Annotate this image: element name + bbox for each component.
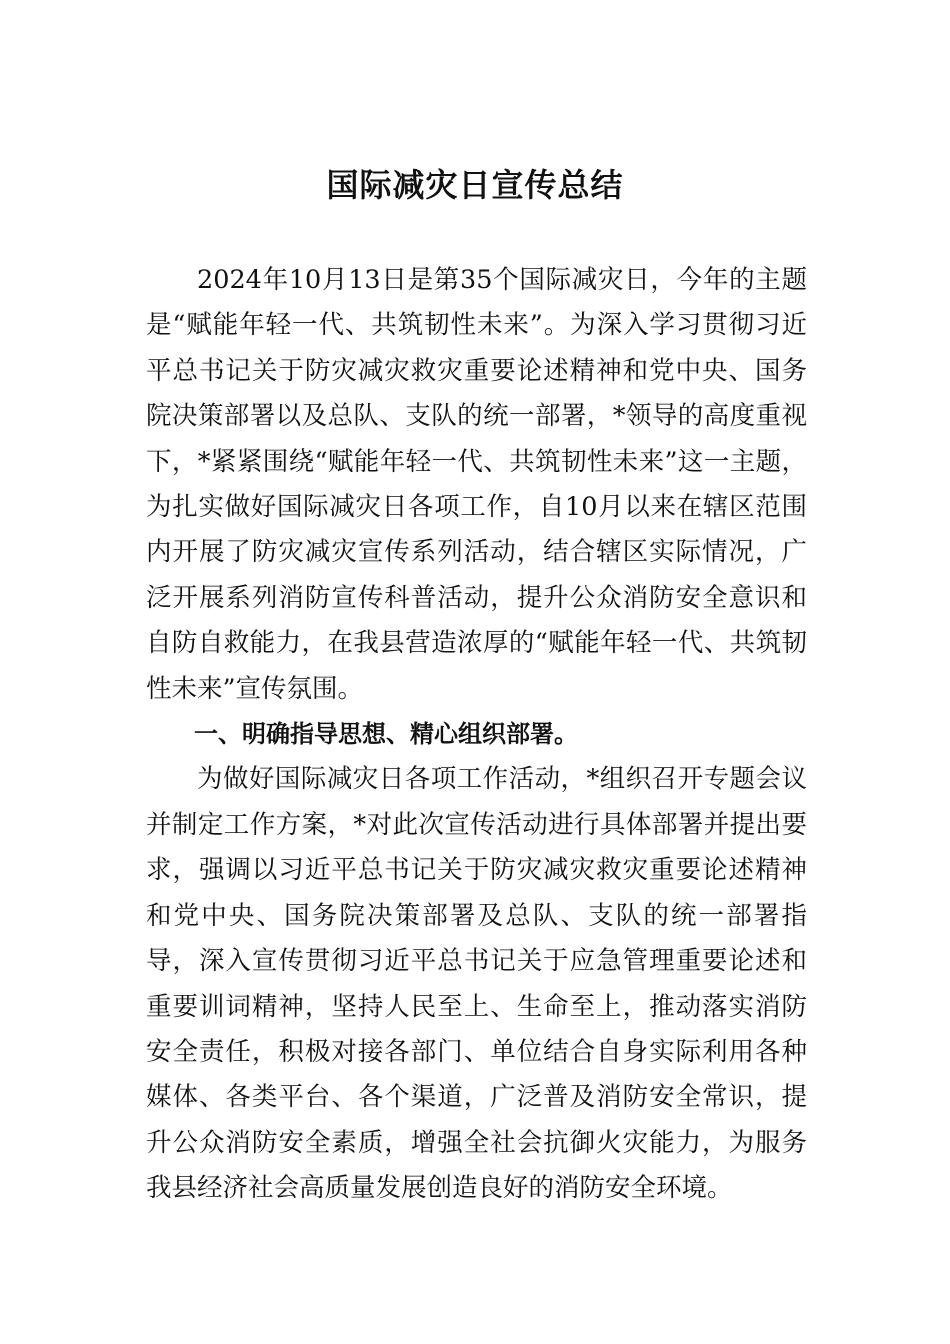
section-heading-1: 一、明确指导思想、精心组织部署。 (194, 720, 578, 749)
document-title: 国际减灾日宣传总结 (326, 166, 624, 204)
section-paragraph-1: 为做好国际减灾日各项工作活动，*组织召开专题会议并制定工作方案，*对此次宣传活动进行具体部署并提出要求，强调以习近平总书记关于防灾减灾救灾重要论述精神和党中央、国务院决策部署及总队、支队的统一部署指导，深入宣传贯彻习近平总书记关于应急管理重要论述和重要训词精神，坚持人民至上、生命至上，推动落实消防安全责任，积极对接各部门、单位结合自身实际利用各种媒体、各类平台、各个渠道，广泛普及消防安全常识，提升公众消防安全素质，增强全社会抗御火灾能力，为服务我县经济社会高质量发展创造良好的消防安全环境。 (146, 764, 807, 1204)
document-body (146, 258, 807, 1212)
intro-paragraph: 2024年10月13日是第35个国际减灾日，今年的主题是“赋能年轻一代、共筑韧性未来”。为深入学习贯彻习近平总书记关于防灾减灾救灾重要论述精神和党中央、国务院决策部署以及总队、支队的统一部署，*领导的高度重视下，*紧紧围绕“赋能年轻一代、共筑韧性未来”这一主题，为扎实做好国际减灾日各项工作，自10月以来在辖区范围内开展了防灾减灾宣传系列活动，结合辖区实际情况，广泛开展系列消防宣传科普活动，提升公众消防安全意识和自防自救能力，在我县营造浓厚的“赋能年轻一代、共筑韧性未来”宣传氛围。 (146, 265, 807, 704)
